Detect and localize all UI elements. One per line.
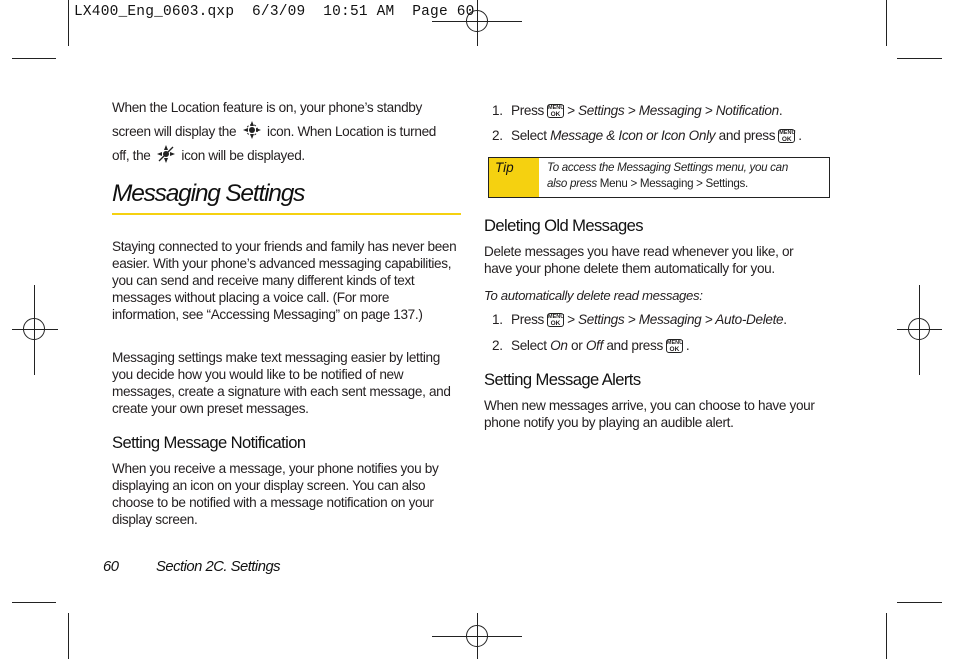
crop-mark [68,613,69,659]
section-label: Section 2C. Settings [156,559,281,575]
tip-text-italic: also press [547,176,597,190]
messaging-settings-paragraph: Messaging settings make text messaging easier by letting you decide how you would like to be notified of new messages, create a signature with each sent message, and create your own preset messages. [112,350,451,416]
procedure-heading: To automatically delete read messages: [484,288,703,303]
key-label: MENU [779,129,796,136]
crop-mark [897,58,942,59]
section-heading-notification: Setting Message Notification [112,433,306,452]
step-text: Press [511,312,544,327]
registration-circle [908,318,930,340]
step-text: Press [511,103,544,118]
step-text: Select [511,128,547,143]
tip-line: To access the Messaging Settings menu, you can [547,161,788,174]
menu-ok-key-icon [547,313,564,327]
step-number: 2. [492,128,503,143]
key-label: OK [669,345,680,353]
key-label: OK [781,135,792,143]
menu-path: > Settings > Messaging > Auto-Delete [567,312,784,327]
intro-line [112,120,472,144]
option-text: Message & Icon or Icon Only [550,128,716,143]
location-on-icon [242,121,262,139]
intro-line: When the Location feature is on, your phone’s standby [112,100,422,115]
step-text: . [783,312,787,327]
key-label: OK [550,319,561,327]
section-heading-deleting: Deleting Old Messages [484,216,643,235]
step-item: 2. Select Message & Icon or Icon Only and press MENU OK . [492,128,802,143]
page-number: 60 [103,559,119,575]
tip-label: Tip [489,158,539,197]
step-item [492,102,782,119]
step-number: 1. [492,312,503,327]
key-label: MENU [548,104,565,111]
step-item: 2. Select On or Off and press MENU OK . [492,338,690,353]
tip-line [547,176,829,192]
key-label: MENU [548,313,565,320]
tip-menu-path: Menu > Messaging > Settings. [599,176,748,190]
key-label: MENU [666,339,684,346]
intro-text: icon will be displayed. [181,148,305,163]
intro-line [112,144,472,168]
location-intro [112,96,472,168]
crop-mark [12,602,56,603]
crop-mark [68,0,69,46]
step-item [492,311,787,328]
notification-paragraph: When you receive a message, your phone notifies you by displaying an icon on your display screen. You can also choose to be notified with a message notification on your display screen. [112,461,439,527]
alerts-paragraph: When new messages arrive, you can choose to have your phone notify you by playing an audible alert. [484,398,815,430]
tip-text [539,158,829,197]
crop-mark [12,58,56,59]
step-text: and press [606,338,663,353]
intro-text: off, the [112,148,151,163]
messaging-intro-paragraph: Staying connected to your friends and family has never been easier. With your phone’s advanced messaging capabilities, you can send and receive many different kinds of text messages without placing a voice call. (For more information, see “Accessing Messaging” on page 137.) [112,239,457,322]
registration-circle [466,625,488,647]
title-rule [112,213,461,215]
registration-circle [23,318,45,340]
crop-mark [886,0,887,46]
print-slug: LX400_Eng_0603.qxp 6/3/09 10:51 AM Page 60 [74,4,475,20]
crop-mark [886,613,887,659]
tip-box [488,157,830,198]
option-text: Off [585,338,603,353]
intro-text: screen will display the [112,124,237,139]
menu-ok-key-icon [778,129,795,143]
option-text: On [550,338,568,353]
step-number: 1. [492,103,503,118]
page-title: Messaging Settings [112,180,305,207]
menu-ok-key-icon [666,339,683,353]
step-text: and press [718,128,776,143]
key-label: OK [550,110,561,118]
step-number: 2. [492,338,503,353]
location-off-icon [156,145,176,163]
step-text: or [571,338,583,353]
step-text: . [778,103,783,118]
deleting-paragraph: Delete messages you have read whenever you like, or have your phone delete them automatically for you. [484,244,794,276]
menu-ok-key-icon [547,104,564,118]
menu-path: > Settings > Messaging > Notification [567,103,779,118]
crop-mark [897,602,942,603]
intro-text: icon. When Location is turned [267,124,436,139]
section-heading-alerts: Setting Message Alerts [484,370,641,389]
step-text: Select [511,338,547,353]
